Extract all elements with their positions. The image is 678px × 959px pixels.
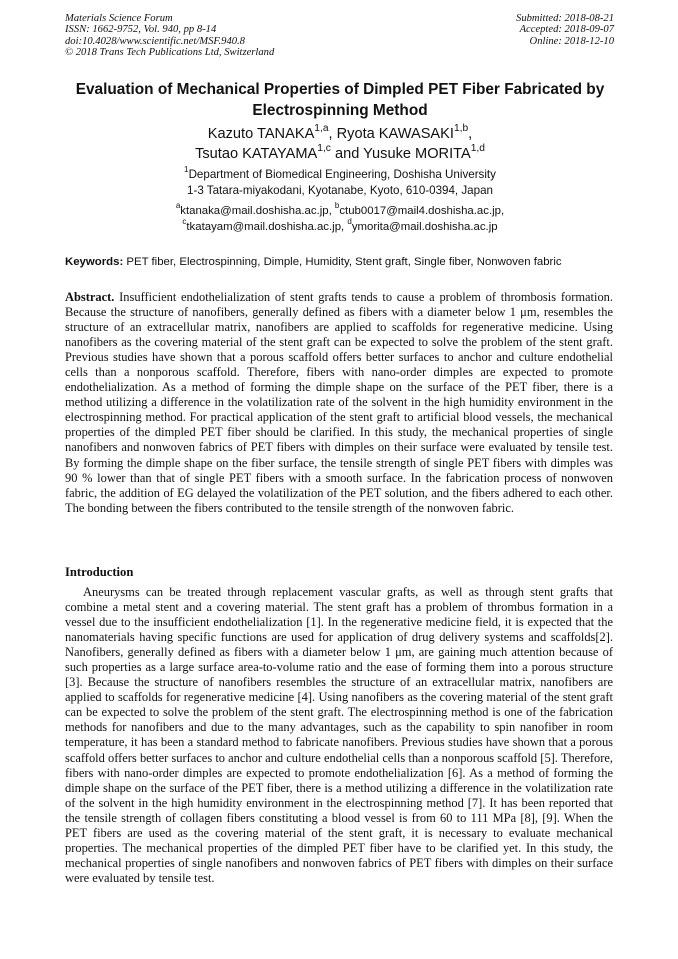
accepted-date: Accepted: 2018-09-07 bbox=[519, 24, 614, 36]
issn: ISSN: 1662-9752, Vol. 940, pp 8-14 bbox=[65, 24, 217, 36]
author-separator: , bbox=[468, 126, 473, 142]
copyright: © 2018 Trans Tech Publications Ltd, Switzerland bbox=[65, 47, 275, 59]
email-link[interactable]: ctub0017@mail4.doshisha.ac.jp, bbox=[339, 205, 505, 217]
abstract-label: Abstract. bbox=[65, 290, 115, 304]
author-line-2 bbox=[55, 144, 625, 164]
author-name: Ryota KAWASAKI bbox=[336, 126, 454, 142]
author-sup: 1,a bbox=[314, 123, 329, 135]
affiliation-address: 1-3 Tatara-miyakodani, Kyotanabe, Kyoto, 610-0394, Japan bbox=[187, 183, 493, 197]
email-line-2: $^c$tkatayam@mail.doshisha.ac.jp, $^d$ymorita@mail.doshisha.ac.jp bbox=[182, 216, 498, 233]
journal-header-left bbox=[65, 13, 274, 59]
author-line-1 bbox=[55, 124, 625, 144]
abstract bbox=[65, 290, 613, 516]
keywords-label: Keywords: bbox=[65, 256, 124, 268]
section-heading-introduction: Introduction bbox=[65, 565, 134, 579]
journal-header-right bbox=[516, 13, 614, 47]
author-name: Tsutao KATAYAMA bbox=[195, 146, 318, 162]
author-list bbox=[55, 124, 625, 164]
email-link[interactable]: ktanaka@mail.doshisha.ac.jp, bbox=[180, 205, 332, 217]
introduction-paragraph: Aneurysms can be treated through replacement vascular grafts, as well as through stent grafts that combine a metal stent and a covering material. The stent graft has a problem of thrombus formation in a vessel due to the insufficient endothelialization [1]. In the regenerative medicine field, it is expected that the nanomaterials having specific functions are used for application of drug delivery systems and scaffolds[2]. Nanofibers, generally defined as fibers with a diameter below 1 μm, are gaining much attention because of such properties as a large surface area-to-volume ratio and the ease of forming them into a porous structure [3]. Because the structure of nanofibers resembles the structure of an extracellular matrix, nanofibers are applied to scaffolds for regenerative medicine [4]. Using nanofibers as the covering material of the stent graft can be expected to solve the problem of the stent graft. The electrospinning method is one of the fabrication methods for nanofibers and due to the many advantages, such as the capability to spin nanofiber in room temperature, it has been a standard method to fabricate nanofibers. Previous studies have shown that a porous scaffold offers better surfaces to anchor and culture endothelial cells than a nonporous scaffold [5]. Therefore, fibers with nano-order dimples are expected to promote endothelialization [6]. As a method of forming the dimple shape on the surface of the PET fiber, there is a method utilizing a difference in the volatilization rate of the solvent in the high humidity environment in the electrospinning method [7]. It has been reported that the tensile strength of collagen fibers constituting a blood vessel is from 60 to 111 MPa [8], [9]. When the PET fibers are used as the covering material of the stent graft, it is necessary to evaluate mechanical properties. The mechanical properties of the dimpled PET fiber have to be clarified yet. In this study, the mechanical properties of single nanofibers and nonwoven fabrics of PET fibers with dimples on their surface were evaluated by tensile test. bbox=[65, 585, 613, 885]
title-line-1: Evaluation of Mechanical Properties of Dimpled PET Fiber Fabricated by bbox=[75, 81, 605, 98]
keywords-text: PET fiber, Electrospinning, Dimple, Humidity, Stent graft, Single fiber, Nonwoven fabric bbox=[123, 256, 562, 268]
email-line-1: $^a$ktanaka@mail.doshisha.ac.jp, $^b$ctub0017@mail4.doshisha.ac.jp, bbox=[175, 201, 505, 217]
affiliation-dept: $^1$Department of Biomedical Engineering, Doshisha University bbox=[184, 165, 496, 181]
submitted-date: Submitted: 2018-08-21 bbox=[516, 13, 614, 24]
online-date: Online: 2018-12-10 bbox=[529, 35, 614, 47]
doi: doi:10.4028/www.scientific.net/MSF.940.8 bbox=[65, 35, 245, 47]
author-sup: 1,d bbox=[470, 143, 485, 155]
paper-title bbox=[55, 79, 625, 121]
email-link[interactable]: tkatayam@mail.doshisha.ac.jp, bbox=[186, 220, 345, 233]
journal-name: Materials Science Forum bbox=[65, 13, 173, 24]
author-conjunction: and bbox=[330, 146, 364, 162]
email-link[interactable]: ymorita@mail.doshisha.ac.jp bbox=[351, 220, 498, 233]
author-name: Yusuke MORITA bbox=[363, 146, 471, 162]
affiliation-sup: 1 bbox=[184, 165, 189, 175]
author-name: Kazuto TANAKA bbox=[207, 126, 315, 142]
keywords bbox=[65, 255, 615, 270]
author-emails bbox=[55, 201, 625, 235]
author-sup: 1,c bbox=[317, 143, 331, 155]
abstract-text: Insufficient endothelialization of stent grafts tends to cause a problem of thrombosis formation. Because the structure of nanofibers, generally defined as fibers with a diameter below 1 μm, resembles the structure of an extracellular matrix, nanofibers are applied to scaffolds for regenerative medicine. Using nanofibers as the covering material of the stent graft can be expected to solve the problem of the stent graft. Previous studies have shown that a porous scaffold offers better surfaces to anchor and culture endothelial cells than a nonporous scaffold. Therefore, fibers with nano-order dimples are expected to promote endothelialization. As a method of forming the dimple shape on the surface of the PET fiber, there is a method utilizing a difference in the volatilization rate of the solvent in the high humidity environment in the electrospinning method. For practical application of the stent graft to artificial blood vessels, the mechanical properties of the dimpled PET fiber should be clarified. In this study, the mechanical properties of single nanofibers and nonwoven fabrics of PET fibers with dimples on their surface were evaluated by tensile test. By forming the dimple shape on the fiber surface, the tensile strength of single PET fibers with dimples was 90 % lower than that of single PET fibers with a smooth surface. In the fabrication process of nonwoven fabric, the addition of EG delayed the volatilization of the PET solution, and the fibers adhered to each other. The bonding between the fibers contributed to the tensile strength of the nonwoven fabric. bbox=[65, 290, 613, 515]
title-line-2: Electrospinning Method bbox=[252, 102, 428, 119]
author-separator: , bbox=[328, 126, 337, 142]
affiliation bbox=[55, 167, 625, 198]
author-sup: 1,b bbox=[453, 123, 469, 135]
